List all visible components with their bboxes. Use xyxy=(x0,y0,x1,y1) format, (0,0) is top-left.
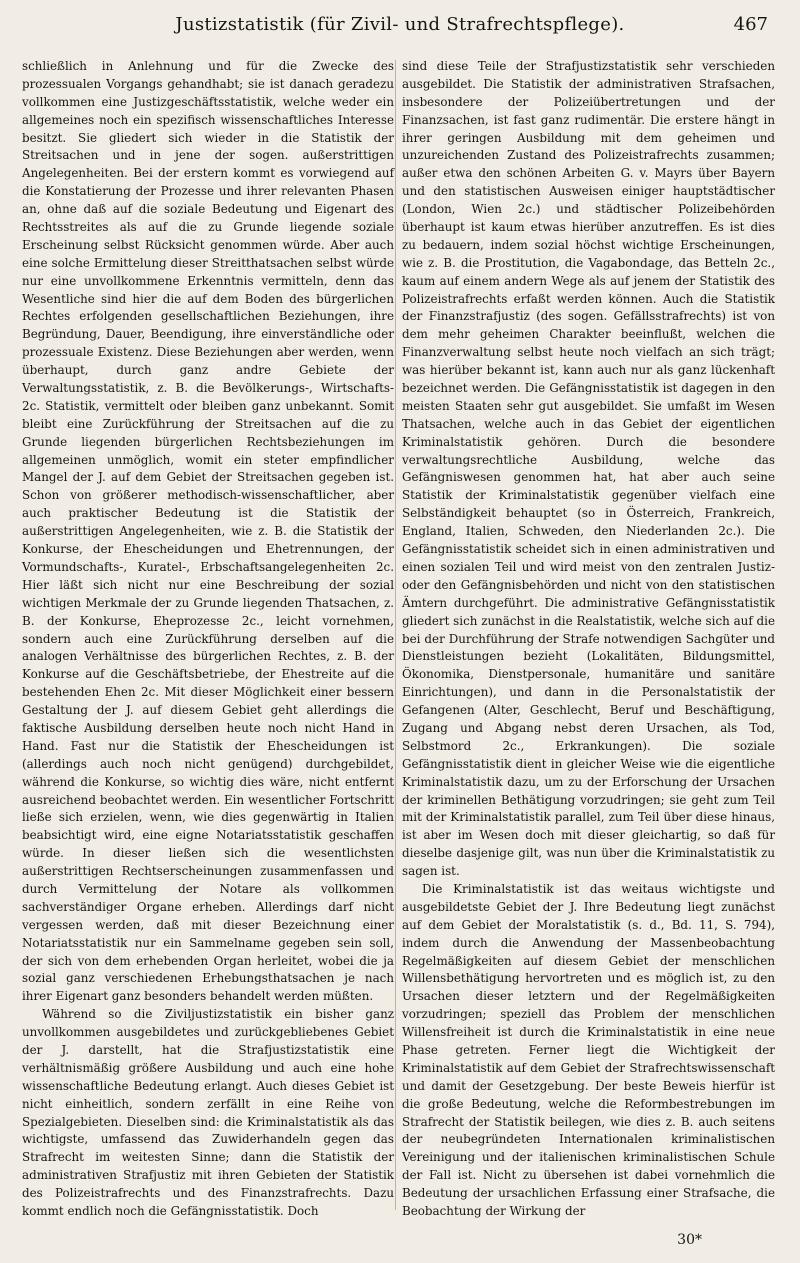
running-title: Justizstatistik (für Zivil- und Strafrechtspflege). xyxy=(175,14,625,35)
page-number: 467 xyxy=(733,14,768,35)
paragraph: Die Kriminalstatistik ist das weitaus wichtigste und ausgebildetste Gebiet der J. Ihre Bedeutung liegt zunächst auf dem Gebiet der Moralstatistik (s. d., Bd. 11, S. 794), indem durch die Anwendung der Massenbeobachtung Regelmäßigkeiten auf diesem Gebiet der menschlichen Willensbethätigung hervortreten und es möglich ist, zu den Ursachen dieser letztern und der Regelmäßigkeiten vorzudringen; speziell das Problem der menschlichen Willensfreiheit ist durch die Kriminalstatistik in eine neue Phase getreten. Ferner liegt die Wichtigkeit der Kriminalstatistik auf dem Gebiet der Strafrechtswissenschaft und damit der Gesetzgebung. Der beste Beweis hierfür ist die große Bedeutung, welche die Reformbestrebungen im Strafrecht der Statistik beilegen, wie dies z. B. auch seitens der neubegründeten Internationalen kriminalistischen Vereinigung und der italienischen kriminalistischen Schule der Fall ist. Nicht zu übersehen ist dabei vornehmlich die Bedeutung der ursachlichen Erfassung einer Strafsache, die Beobachtung der Wirkung der xyxy=(402,881,775,1218)
column-divider xyxy=(395,60,396,1210)
paragraph: sind diese Teile der Strafjustizstatistik sehr verschieden ausgebildet. Die Statistik der administrativen Strafsachen, insbesondere der Polizeiübertretungen und der Finanzsachen, ist fast ganz rudimentär. Die erstere hängt in ihrer geringen Ausbildung mit dem geheimen und unzureichenden Zustand des Polizeistrafrechts zusammen; außer etwa den schönen Arbeiten G. v. Mayrs über Bayern und den statistischen Ausweisen einiger hauptstädtischer (London, Wien 2c.) und städtischer Polizeibehörden überhaupt ist kaum etwas hierüber anzutreffen. Es ist dies zu bedauern, indem sozial höchst wichtige Erscheinungen, wie z. B. die Prostitution, die Vagabondage, das Betteln 2c., kaum auf einem andern Wege als auf jenem der Statistik des Polizeistrafrechts erfaßt werden können. Auch die Statistik der Finanzstrafjustiz (des sogen. Gefällsstrafrechts) ist von dem mehr geheimen Charakter beeinflußt, welchen die Finanzverwaltung selbst heute noch vielfach an sich trägt; was hierüber bekannt ist, kann auch nur als ganz lückenhaft bezeichnet werden. Die Gefängnisstatistik ist dagegen in den meisten Staaten sehr gut ausgebildet. Sie umfaßt im Wesen Thatsachen, welche auch in das Gebiet der eigentlichen Kriminalstatistik gehören. Durch die besondere verwaltungsrechtliche Ausbildung, welche das Gefängniswesen genommen hat, hat aber auch seine Statistik der Kriminalstatistik gegenüber vielfach eine Selbständigkeit behauptet (so in Österreich, Frankreich, England, Italien, Schweden, den Niederlanden 2c.). Die Gefängnisstatistik scheidet sich in einen administrativen und einen sozialen Teil und wird meist von den zentralen Justiz- oder den Gefängnisbehörden und nicht von den statistischen Ämtern durchgeführt. Die administrative Gefängnisstatistik gliedert sich zunächst in die Realstatistik, welche sich auf die bei der Durchführung der Strafe notwendigen Sachgüter und Dienstleistungen bezieht (Lokalitäten, Bildungsmittel, Ökonomika, Dienstpersonale, humanitäre und sanitäre Einrichtungen), und dann in die Personalstatistik der Gefangenen (Alter, Geschlecht, Beruf und Beschäftigung, Zugang und Abgang nebst deren Ursachen, als Tod, Selbstmord 2c., Erkrankungen). Die soziale Gefängnisstatistik dient in gleicher Weise wie die eigentliche Kriminalstatistik dazu, um zu der Erforschung der Ursachen der kriminellen Bethätigung vorzudringen; sie geht zum Teil mit der Kriminalstatistik parallel, zum Teil über diese hinaus, ist aber im Wesen doch mit dieser gleichartig, so daß für dieselbe dasjenige gilt, was nun über die Kriminalstatistik zu sagen ist. xyxy=(402,59,775,879)
printer-signature: 30* xyxy=(677,1232,702,1248)
running-header xyxy=(30,14,770,42)
left-column xyxy=(22,58,394,1221)
paragraph: schließlich in Anlehnung und für die Zwecke des prozessualen Vorgangs gehandhabt; sie ist danach geradezu vollkommen eine Justizgeschäftsstatistik, welche weder ein allgemeines noch ein spezifisch wissenschaftliches Interesse besitzt. Sie gliedert sich wieder in die Statistik der Streitsachen und in jene der sogen. außerstrittigen Angelegenheiten. Bei der erstern kommt es vorwiegend auf die Konstatierung der Prozesse und ihrer relevanten Phasen an, ohne daß auf die soziale Bedeutung und Eigenart des Rechtsstreites als auf die zu Grunde liegende soziale Erscheinung selbst Rücksicht genommen würde. Aber auch eine solche Ermittelung dieser Streitthatsachen selbst würde nur eine unvollkommene Erkenntnis vermitteln, denn das Wesentliche sind hier die auf dem Boden des bürgerlichen Rechtes erfolgenden gesellschaftlichen Beziehungen, ihre Begründung, Dauer, Beendigung, ihre einverständliche oder prozessuale Existenz. Diese Beziehungen aber werden, wenn überhaupt, durch ganz andre Gebiete der Verwaltungsstatistik, z. B. die Bevölkerungs-, Wirtschafts- 2c. Statistik, vermittelt oder bleiben ganz unbekannt. Somit bleibt eine Zurückführung der Streitsachen auf die zu Grunde liegenden bürgerlichen Rechtsbeziehungen im allgemeinen unmöglich, womit ein steter empfindlicher Mangel der J. auf dem Gebiet der Streitsachen gegeben ist. Schon von größerer methodisch-wissenschaftlicher, aber auch praktischer Bedeutung ist die Statistik der außerstrittigen Angelegenheiten, wie z. B. die Statistik der Konkurse, der Ehescheidungen und Ehetrennungen, der Vormundschafts-, Kuratel-, Erbschaftsangelegenheiten 2c. Hier läßt sich nicht nur eine Beschreibung der sozial wichtigen Merkmale der zu Grunde liegenden Thatsachen, z. B. der Konkurse, Eheprozesse 2c., leicht vornehmen, sondern auch eine Zurückführung derselben auf die analogen Verhältnisse des bürgerlichen Rechtes, z. B. der Konkurse auf die Geschäftsbetriebe, der Ehestreite auf die bestehenden Ehen 2c. Mit dieser Möglichkeit einer bessern Gestaltung der J. auf diesem Gebiet geht allerdings die faktische Ausbildung derselben heute noch nicht Hand in Hand. Fast nur die Statistik der Ehescheidungen ist (allerdings auch noch nicht genügend) durchgebildet, während die Konkurse, so wichtig dies wäre, nicht entfernt ausreichend beobachtet werden. Ein wesentlicher Fortschritt ließe sich erzielen, wenn, wie dies gegenwärtig in Italien beabsichtigt wird, eine eigne Notariatsstatistik geschaffen würde. In dieser ließen sich die wesentlichsten außerstrittigen Rechtserscheinungen zusammenfassen und durch Vermittelung der Notare als vollkommen sachverständiger Organe erheben. Allerdings darf nicht vergessen werden, daß mit dieser Bezeichnung einer Notariatsstatistik nur ein Sammelname gegeben sein soll, der sich von dem erhebenden Organ herleitet, wobei die ja sozial ganz verschiedenen Erhebungsthatsachen je nach ihrer Eigenart ganz besonders behandelt werden müßten. xyxy=(22,59,394,1004)
paragraph: Während so die Ziviljustizstatistik ein bisher ganz unvollkommen ausgebildetes und zurückgebliebenes Gebiet der J. darstellt, hat die Strafjustizstatistik eine verhältnismäßig größere Ausbildung und auch eine hohe wissenschaftliche Bedeutung erlangt. Auch dieses Gebiet ist nicht einheitlich, sondern zerfällt in eine Reihe von Spezialgebieten. Dieselben sind: die Kriminalstatistik als das wichtigste, umfassend das Zuwiderhandeln gegen das Strafrecht im weitesten Sinne; dann die Statistik der administrativen Strafjustiz mit ihren Gebieten der Statistik des Polizeistrafrechts und des Finanzstrafrechts. Dazu kommt endlich noch die Gefängnisstatistik. Doch xyxy=(22,1007,394,1218)
right-column xyxy=(402,58,775,1221)
